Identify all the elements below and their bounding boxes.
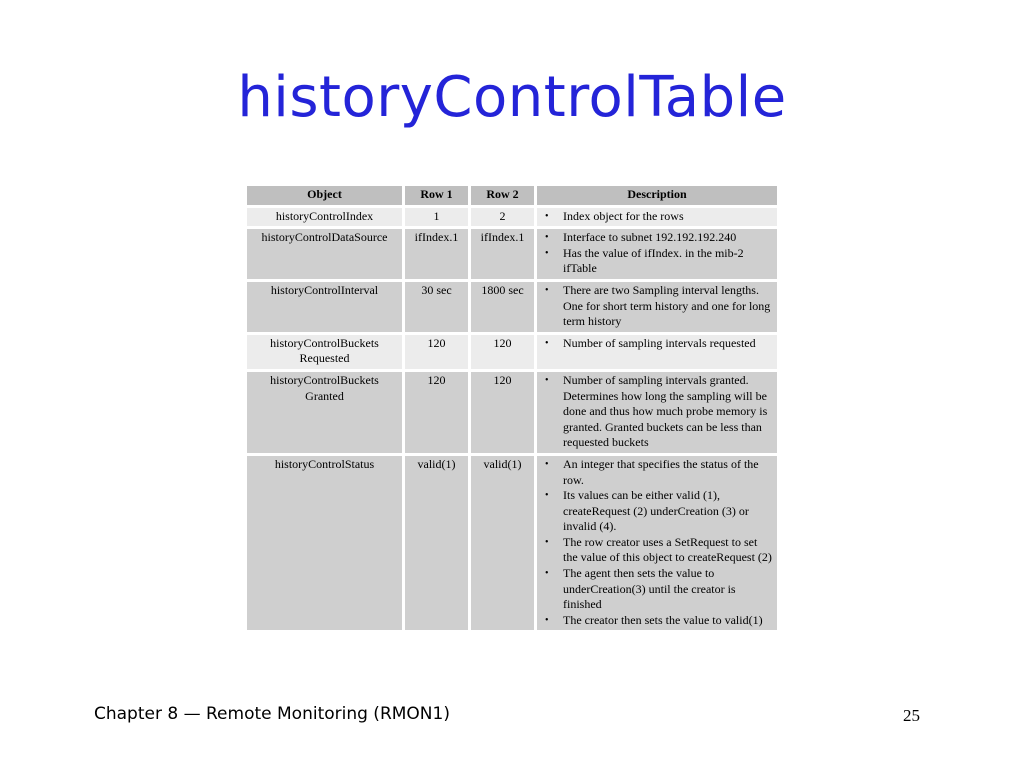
- cell-description: [537, 456, 777, 634]
- cell-description: [537, 372, 777, 456]
- table-header-row: [247, 186, 777, 208]
- chapter-subtitle: Remote Monitoring (RMON1): [206, 704, 450, 724]
- bullet-icon: •: [545, 458, 549, 470]
- cell-row1: 1: [405, 208, 471, 230]
- cell-row2: valid(1): [471, 456, 537, 634]
- bullet-icon: •: [545, 536, 549, 548]
- cell-description: [537, 282, 777, 335]
- cell-row1: 120: [405, 372, 471, 456]
- cell-description: [537, 335, 777, 372]
- cell-description: [537, 208, 777, 230]
- description-bullet: • An integer that specifies the status of the row.: [545, 456, 759, 487]
- cell-row1: valid(1): [405, 456, 471, 634]
- page-number: 25: [903, 706, 920, 725]
- cell-object: historyControlInterval: [247, 282, 405, 335]
- table-row: [247, 208, 777, 230]
- description-bullet: • There are two Sampling interval lengths. One for short term history and one for long term history: [545, 282, 771, 329]
- history-control-table: [247, 186, 777, 633]
- bullet-icon: •: [545, 374, 549, 386]
- bullet-icon: •: [545, 568, 549, 580]
- header-row1: Row 1: [405, 186, 471, 208]
- cell-row1: 120: [405, 335, 471, 372]
- bullet-icon: •: [545, 614, 549, 626]
- cell-row2: 1800 sec: [471, 282, 537, 335]
- bullet-icon: •: [545, 247, 549, 259]
- cell-row1: ifIndex.1: [405, 229, 471, 282]
- cell-row1: 30 sec: [405, 282, 471, 335]
- table-body: [247, 208, 777, 634]
- description-bullet: • Interface to subnet 192.192.192.240: [545, 230, 737, 245]
- header-description: Description: [537, 186, 777, 208]
- table-row: [247, 335, 777, 372]
- description-bullet: • The agent then sets the value to underCreation(3) until the creator is finished: [545, 566, 736, 612]
- table-row: [247, 282, 777, 335]
- bullet-icon: •: [545, 490, 549, 502]
- description-bullet: • The creator then sets the value to valid(1): [545, 612, 763, 627]
- cell-description: [537, 229, 777, 282]
- cell-object: historyControlIndex: [247, 208, 405, 230]
- table-row: [247, 372, 777, 456]
- cell-row2: ifIndex.1: [471, 229, 537, 282]
- cell-object: historyControlBuckets Granted: [247, 372, 405, 456]
- header-object: Object: [247, 186, 405, 208]
- bullet-icon: •: [545, 337, 549, 349]
- history-control-table-container: [247, 186, 777, 633]
- cell-object: historyControlBuckets Requested: [247, 335, 405, 372]
- cell-row2: 120: [471, 335, 537, 372]
- header-row2: Row 2: [471, 186, 537, 208]
- description-bullet: • Has the value of ifIndex. in the mib-2 ifTable: [545, 245, 744, 276]
- bullet-icon: •: [545, 284, 549, 296]
- slide-title: historyControlTable: [237, 65, 787, 130]
- chapter-label: Chapter 8: [94, 704, 179, 724]
- description-bullet: • The row creator uses a SetRequest to set the value of this object to createRequest (2): [545, 534, 772, 565]
- cell-row2: 2: [471, 208, 537, 230]
- footer-chapter: [94, 704, 450, 724]
- description-bullet: • Number of sampling intervals granted. Determines how long the sampling will be done and thus how much probe memory is granted. Granted buckets can be less than requested buckets: [545, 372, 768, 450]
- chapter-dash: —: [183, 704, 201, 724]
- bullet-icon: •: [545, 232, 549, 244]
- description-bullet: • Its values can be either valid (1), createRequest (2) underCreation (3) or invalid (4).: [545, 488, 749, 534]
- bullet-icon: •: [545, 210, 549, 222]
- table-row: [247, 456, 777, 634]
- cell-object: historyControlStatus: [247, 456, 405, 634]
- table-row: [247, 229, 777, 282]
- cell-object: historyControlDataSource: [247, 229, 405, 282]
- cell-row2: 120: [471, 372, 537, 456]
- description-bullet: • Index object for the rows: [545, 208, 684, 223]
- description-bullet: • Number of sampling intervals requested: [545, 335, 756, 350]
